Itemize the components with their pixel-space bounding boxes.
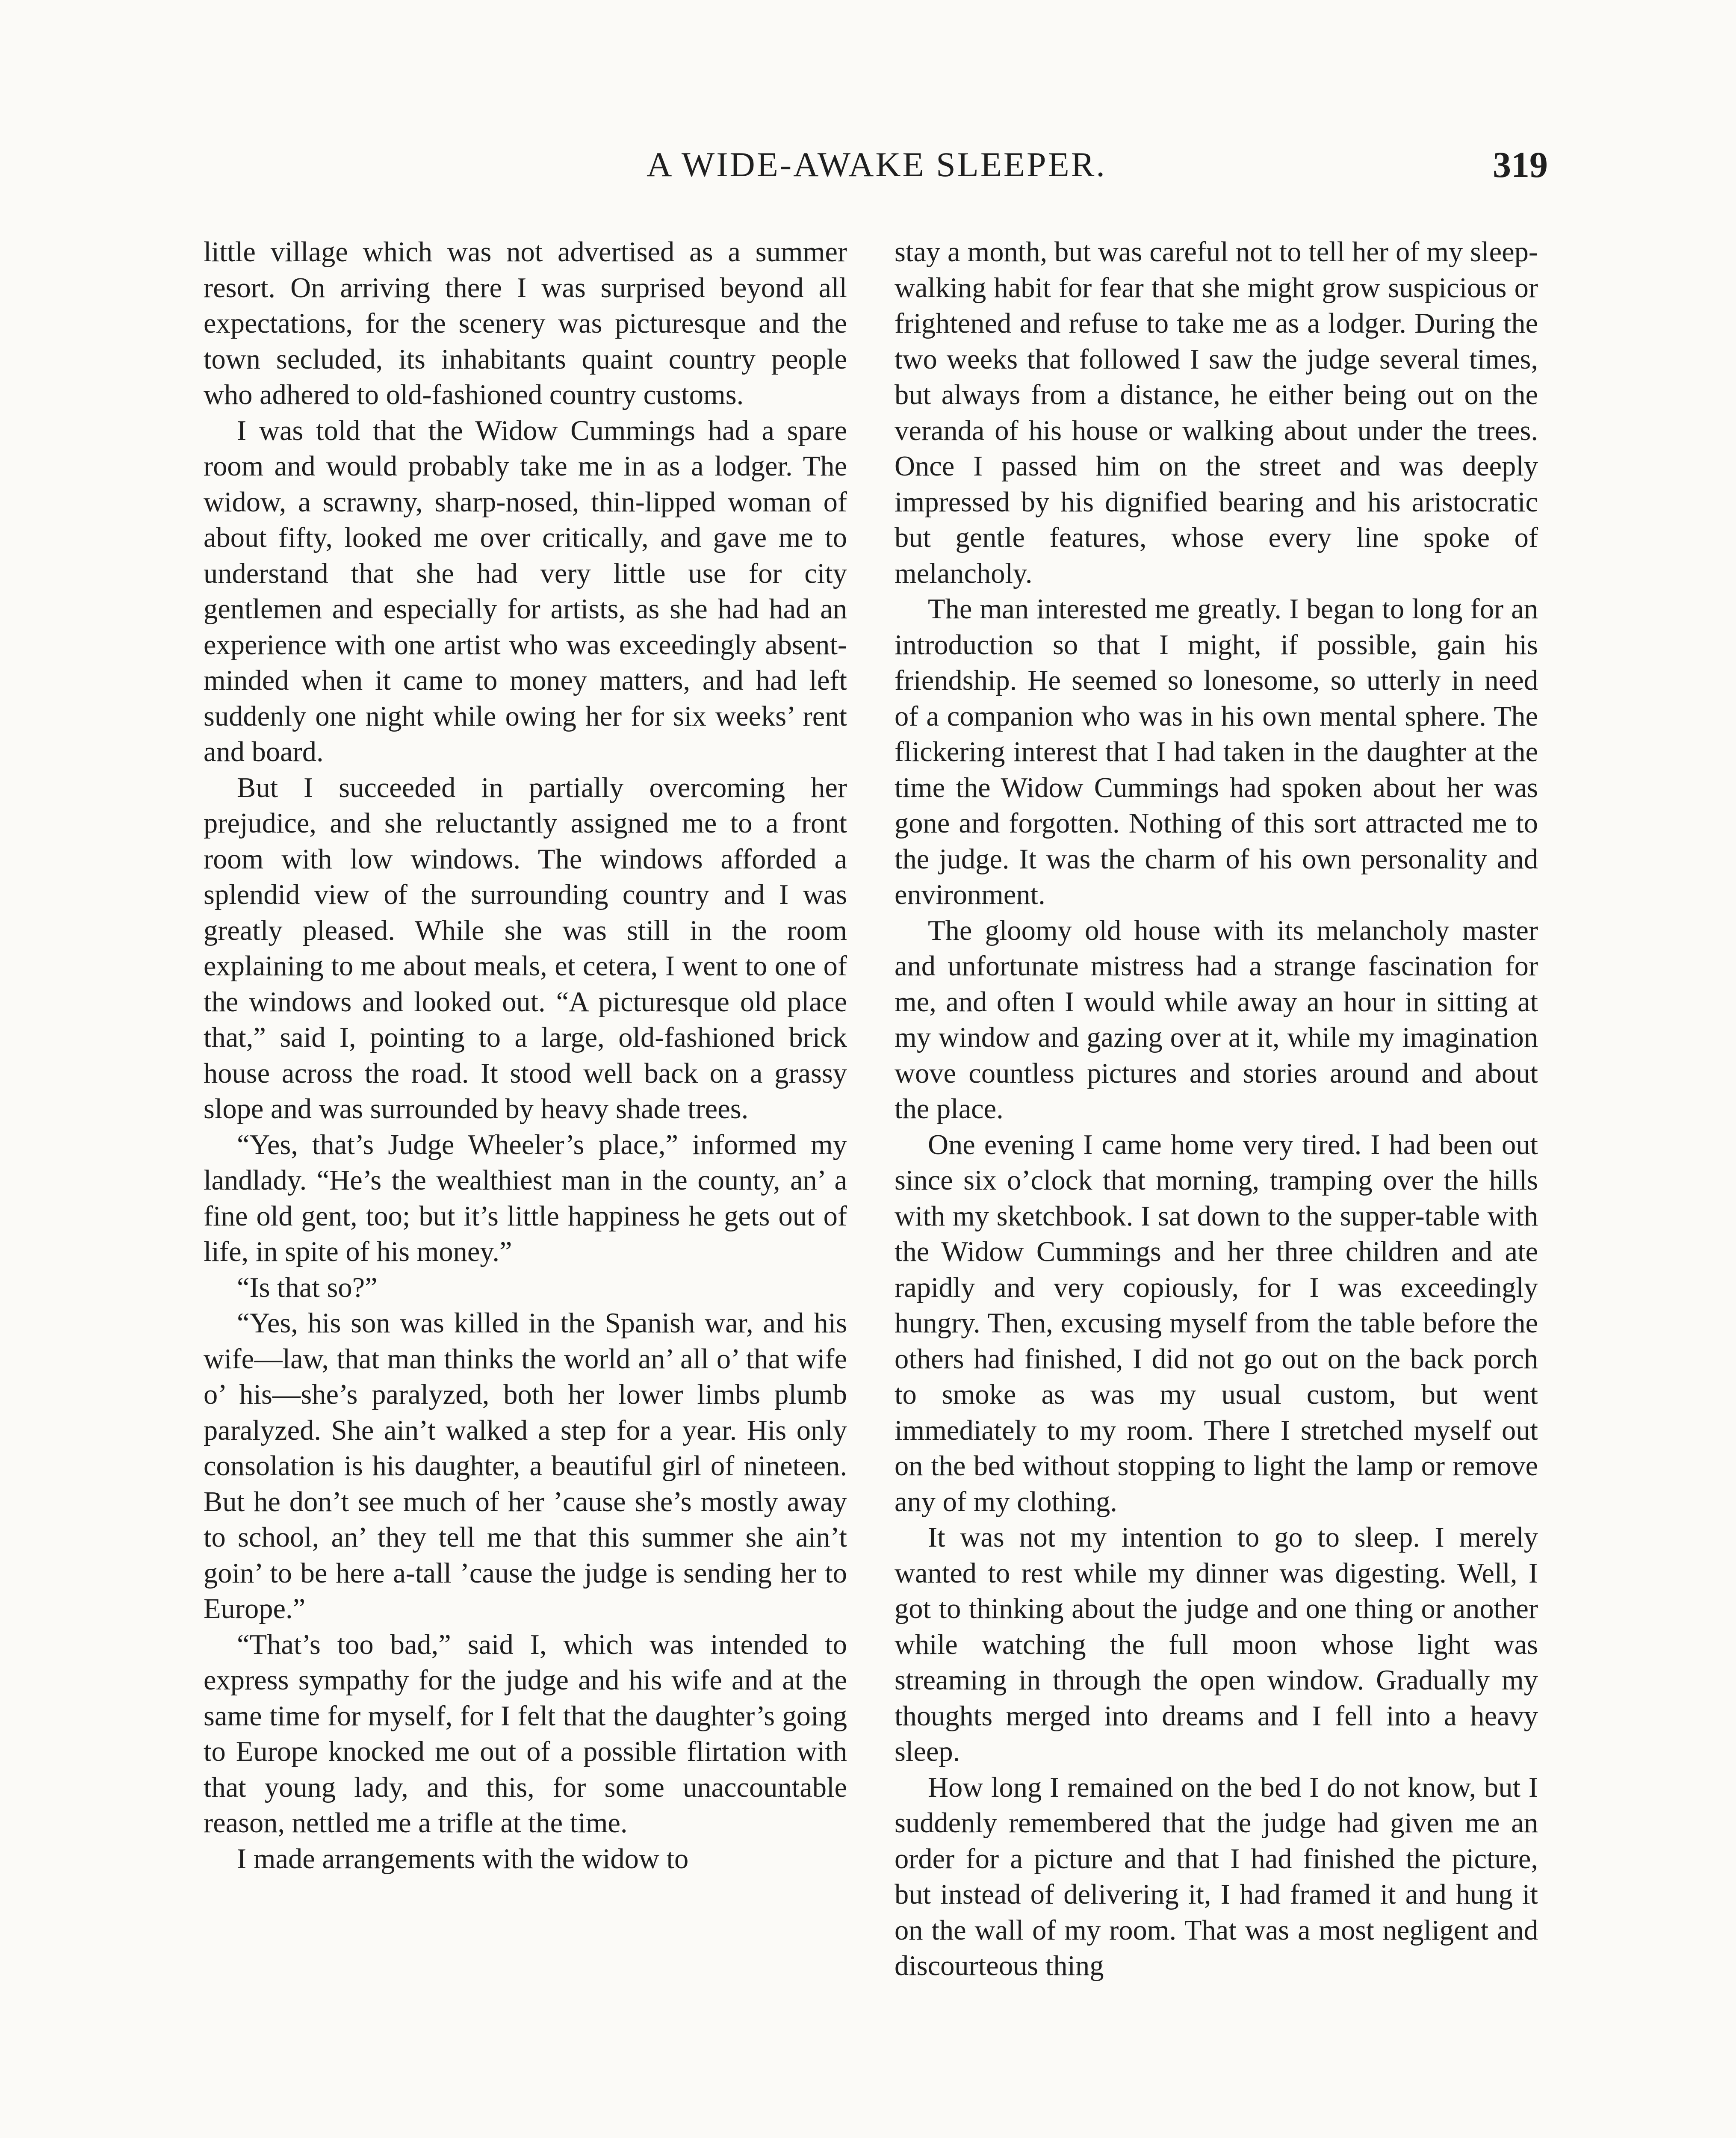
paragraph: “That’s too bad,” said I, which was intended to express sympathy for the judge and his wife and at the same time for myself, for I felt that the daughter’s going to Europe knocked me out of a possible flirtation with that young lady, and this, for some unaccountable reason, nettled me a trifle at the time. (204, 1629, 847, 1839)
paragraph: “Is that so?” (237, 1272, 378, 1303)
paragraph: It was not my intention to go to sleep. I merely wanted to rest while my dinner was digesting. Well, I got to thinking about the judge and one thing or another while watching the full moon whose light was streaming in through the open window. Gradually my thoughts merged into dreams and I fell into a heavy sleep. (895, 1522, 1538, 1767)
paragraph: But I succeeded in partially overcoming her prejudice, and she reluctantly assigned me to a front room with low windows. The windows afforded a splendid view of the surrounding country and I was greatly pleased. While she was still in the room explaining to me about meals, et cetera, I went to one of the windows and looked out. “A picturesque old place that,” said I, pointing to a large, old-fashioned brick house across the road. It stood well back on a grassy slope and was surrounded by heavy shade trees. (204, 772, 847, 1125)
page-number: 319 (1493, 144, 1548, 185)
paragraph: How long I remained on the bed I do not know, but I suddenly remembered that the judge had given me an order for a picture and that I had finished the picture, but instead of delivering it, I had framed it and hung it on the wall of my room. That was a most negligent and discourteous thing (895, 1772, 1538, 1981)
paragraph: One evening I came home very tired. I had been out since six o’clock that morning, tramping over the hills with my sketchbook. I sat down to the supper-table with the Widow Cummings and her three children and ate rapidly and very copiously, for I was exceedingly hungry. Then, excusing myself from the table before the others had finished, I did not go out on the back porch to smoke as was my usual custom, but went immediately to my room. There I stretched myself out on the bed without stopping to light the lamp or remove any of my clothing. (895, 1129, 1538, 1518)
left-column (204, 234, 847, 1877)
right-column (895, 234, 1538, 1984)
paragraph: I was told that the Widow Cummings had a spare room and would probably take me in as a lodger. The widow, a scrawny, sharp-nosed, thin-lipped woman of about fifty, looked me over critically, and gave me to understand that she had very little use for city gentlemen and especially for artists, as she had had an experience with one artist who was exceedingly absent-minded when it came to money matters, and had left suddenly one night while owing her for six weeks’ rent and board. (204, 415, 847, 768)
paragraph: stay a month, but was careful not to tell her of my sleep-walking habit for fear that she might grow suspicious or frightened and refuse to take me as a lodger. During the two weeks that followed I saw the judge several times, but always from a distance, he either being out on the veranda of his house or walking about under the trees. Once I passed him on the street and was deeply impressed by his dignified bearing and his aristocratic but gentle features, whose every line spoke of melancholy. (895, 236, 1538, 589)
paragraph: The man interested me greatly. I began to long for an introduction so that I might, if possible, gain his friendship. He seemed so lonesome, so utterly in need of a companion who was in his own mental sphere. The flickering interest that I had taken in the daughter at the time the Widow Cummings had spoken about her was gone and forgotten. Nothing of this sort attracted me to the judge. It was the charm of his own personality and environment. (895, 594, 1538, 910)
page-header (205, 141, 1548, 201)
paragraph: little village which was not advertised as a summer resort. On arriving there I was surprised beyond all expectations, for the scenery was picturesque and the town secluded, its inhabitants quaint country people who adhered to old-fashioned country customs. (204, 236, 847, 410)
paragraph: I made arrangements with the widow to (237, 1843, 689, 1875)
paragraph: The gloomy old house with its melancholy master and unfortunate mistress had a strange fascination for me, and often I would while away an hour in sitting at my window and gazing over at it, while my imagination wove countless pictures and stories around and about the place. (895, 915, 1538, 1125)
running-title: A WIDE-AWAKE SLEEPER. (647, 145, 1107, 184)
paragraph: “Yes, his son was killed in the Spanish war, and his wife—law, that man thinks the world an’ all o’ that wife o’ his—she’s paralyzed, both her lower limbs plumb paralyzed. She ain’t walked a step for a year. His only consolation is his daughter, a beautiful girl of nineteen. But he don’t see much of her ’cause she’s mostly away to school, an’ they tell me that this summer she ain’t goin’ to be here a-tall ’cause the judge is sending her to Europe.” (204, 1308, 847, 1624)
paragraph: “Yes, that’s Judge Wheeler’s place,” informed my landlady. “He’s the wealthiest man in the county, an’ a fine old gent, too; but it’s little happiness he gets out of life, in spite of his money.” (204, 1129, 847, 1267)
